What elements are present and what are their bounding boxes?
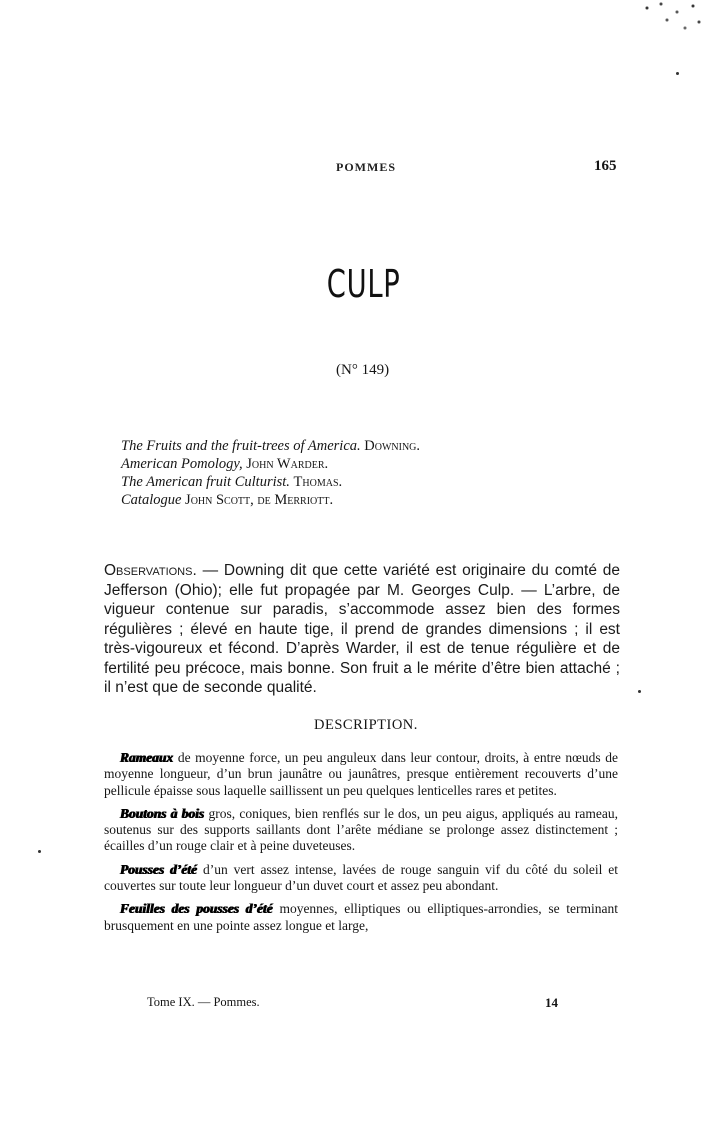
running-head: POMMES [336,160,396,174]
variety-number: (N° 149) [336,362,390,378]
scan-dot [676,72,679,75]
scan-dot [638,690,641,693]
description-term: Feuilles des pousses d’été [120,901,273,917]
description-paragraph [104,862,618,895]
page-number: 165 [594,158,617,174]
description-body [104,750,618,941]
description-paragraph [104,750,618,799]
description-term: Boutons à bois [120,805,205,821]
references-list [121,437,420,509]
description-paragraph [104,901,618,934]
reference-title: The American fruit Culturist. [121,474,290,490]
reference-item [121,491,420,509]
observations-paragraph [104,561,620,698]
description-term: Pousses d’été [120,861,198,877]
reference-title: American Pomology, [121,456,243,472]
observations-text: — Downing dit que cette variété est originaire du comté de Jefferson (Ohio); elle fut propagée par M. Georges Culp. — L’arbre, de vigueur contenue sur paradis, s’accommode assez bien des formes régulières ; élevé en haute tige, il prend de grandes dimensions ; il est très-vigoureux et fécond. D’après Warder, il est de tenue régulière et de fertilité peu précoce, mais bonne. Son fruit a le mérite d’être bien attaché ; il n’est que de seconde qualité. [104,562,620,696]
description-heading: DESCRIPTION. [314,717,418,733]
description-text: moyennes, elliptiques ou elliptiques-arrondies, se terminant brusquement en une pointe assez longue et large, [104,901,618,933]
scan-dot [38,850,41,853]
description-text: gros, coniques, bien renflés sur le dos, un peu aigus, appliqués au rameau, soutenus sur des supports saillants dont l’arête médiane se prolonge assez distinctement ; écailles d’un rouge clair et à peine duveteuses. [104,805,619,854]
reference-item [121,455,420,473]
reference-title: Catalogue [121,492,182,508]
description-term: Rameaux [120,750,174,765]
description-paragraph [104,806,618,855]
reference-author: Thomas. [293,474,343,490]
page-title: CULP [326,262,401,306]
description-text: d’un vert assez intense, lavées de rouge sanguin vif du côté du soleil et couvertes sur toute leur longueur d’un duvet court et assez peu abondant. [104,861,618,894]
reference-title: The Fruits and the fruit-trees of America. [121,438,361,454]
observations-lead: Observations. [104,562,197,579]
reference-author: John Scott, de Merriott. [185,492,334,508]
footer-volume: Tome IX. — Pommes. [147,995,260,1009]
description-text: de moyenne force, un peu anguleux dans leur contour, droits, à entre nœuds de moyenne longueur, d’un brun jaunâtre ou jaunâtres, presque entièrement recouverts d’une pellicule épaisse sous laquelle saillissent un peu quelques lenticelles rares et petites. [104,750,618,798]
reference-author: Downing. [364,438,421,454]
footer-signature: 14 [545,995,558,1010]
reference-item [121,473,420,491]
scan-speckle [637,0,707,40]
reference-author: John Warder. [246,456,329,472]
reference-item [121,437,420,455]
